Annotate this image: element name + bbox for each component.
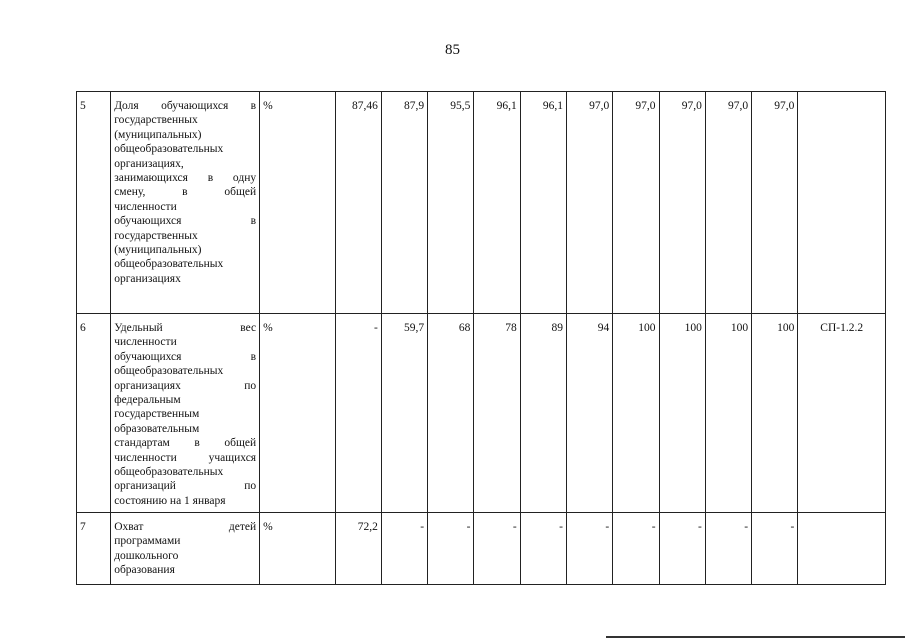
value-cell: 96,1: [474, 92, 520, 314]
value-cell: 89: [520, 314, 566, 513]
value-cell: 100: [659, 314, 705, 513]
indicators-table: [76, 91, 886, 585]
indicator-line: смену, в общей: [114, 186, 257, 199]
row-number: 5: [77, 92, 111, 314]
value-cell: 100: [705, 314, 751, 513]
indicator-line: образовательным: [114, 422, 200, 435]
value-cell: -: [659, 513, 705, 585]
value-cell: 87,46: [335, 92, 381, 314]
page-number: 85: [445, 42, 460, 58]
indicator-line: общеобразовательных: [114, 466, 224, 479]
indicator-line: общеобразовательных: [114, 143, 224, 156]
indicator-line: численности: [114, 336, 177, 349]
indicator-line: образования: [114, 564, 175, 577]
indicator-line: (муниципальных): [114, 244, 202, 257]
value-cell: 100: [613, 314, 659, 513]
indicator-line: организаций по: [114, 480, 257, 493]
value-cell: -: [428, 513, 474, 585]
source-cell: СП-1.2.2: [798, 314, 886, 513]
source-cell: [798, 513, 886, 585]
table-row: [77, 314, 886, 513]
value-cell: 97,0: [705, 92, 751, 314]
indicator-name: [111, 513, 260, 585]
value-cell: -: [613, 513, 659, 585]
indicator-line: общеобразовательных: [114, 258, 224, 271]
bottom-rule: [606, 636, 905, 638]
value-cell: 78: [474, 314, 520, 513]
value-cell: 97,0: [752, 92, 798, 314]
value-cell: 97,0: [659, 92, 705, 314]
unit-cell: %: [260, 513, 335, 585]
value-cell: 59,7: [381, 314, 427, 513]
row-number: 7: [77, 513, 111, 585]
value-cell: -: [381, 513, 427, 585]
indicator-line: занимающихся в одну: [114, 172, 257, 185]
value-cell: -: [752, 513, 798, 585]
indicator-line: численности: [114, 200, 177, 213]
value-cell: -: [520, 513, 566, 585]
table-row: [77, 513, 886, 585]
indicator-line: состоянию на 1 января: [114, 494, 226, 507]
indicator-line: (муниципальных): [114, 128, 202, 141]
indicator-line: организациях,: [114, 157, 184, 170]
indicator-line: обучающихся в: [114, 350, 257, 363]
row-number: 6: [77, 314, 111, 513]
indicator-name: [111, 92, 260, 314]
value-cell: 96,1: [520, 92, 566, 314]
indicator-line: федеральным: [114, 394, 181, 407]
value-cell: 97,0: [566, 92, 612, 314]
value-cell: 97,0: [613, 92, 659, 314]
indicator-line: государственных: [114, 229, 198, 242]
indicator-line: численности учащихся: [114, 451, 257, 464]
value-cell: 87,9: [381, 92, 427, 314]
indicator-line: государственных: [114, 114, 198, 127]
value-cell: 95,5: [428, 92, 474, 314]
value-cell: -: [566, 513, 612, 585]
indicator-line: дошкольного: [114, 549, 179, 562]
value-cell: 68: [428, 314, 474, 513]
indicator-line: Охват детей: [114, 521, 257, 533]
indicator-line: организациях: [114, 272, 181, 285]
indicator-line: общеобразовательных: [114, 365, 224, 378]
indicator-line: программами: [114, 535, 181, 548]
indicator-line: Доля обучающихся в: [114, 100, 257, 112]
value-cell: -: [474, 513, 520, 585]
unit-cell: %: [260, 92, 335, 314]
value-cell: 100: [752, 314, 798, 513]
value-cell: -: [705, 513, 751, 585]
source-cell: [798, 92, 886, 314]
indicator-line: обучающихся в: [114, 215, 257, 228]
indicator-name: [111, 314, 260, 513]
value-cell: 94: [566, 314, 612, 513]
indicator-line: государственным: [114, 408, 200, 421]
value-cell: 72,2: [335, 513, 381, 585]
indicator-line: Удельный вес: [114, 322, 257, 334]
value-cell: -: [335, 314, 381, 513]
unit-cell: %: [260, 314, 335, 513]
indicator-line: стандартам в общей: [114, 437, 257, 450]
indicator-line: организациях по: [114, 379, 257, 392]
table-row: [77, 92, 886, 314]
